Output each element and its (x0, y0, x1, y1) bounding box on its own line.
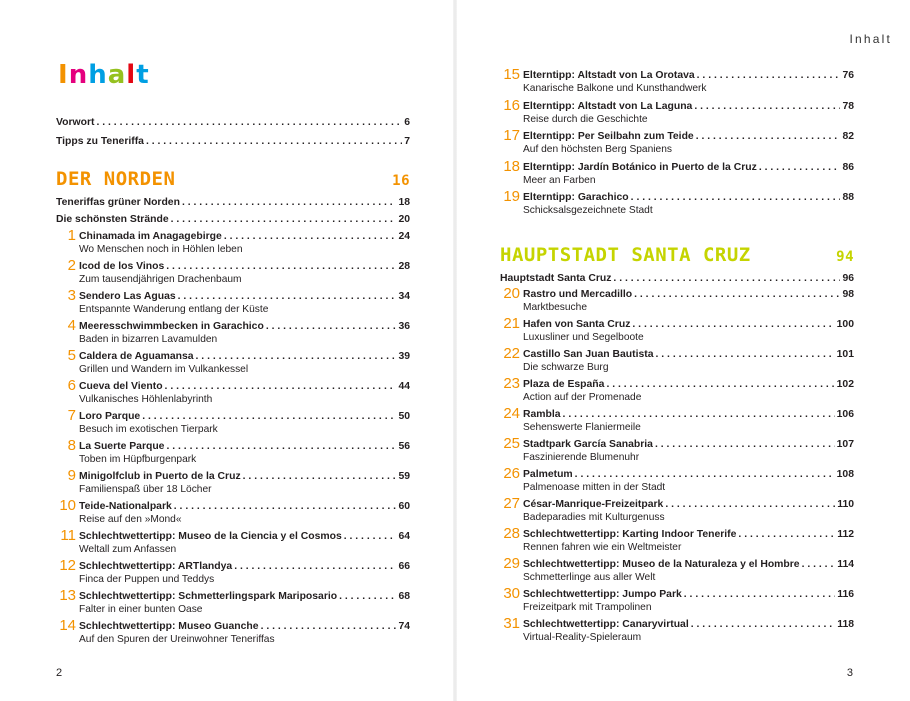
chapter-number: 30 (503, 585, 520, 602)
entry-line (79, 590, 410, 603)
entry-subtitle: Faszinierende Blumenuhr (523, 452, 640, 463)
entry-subtitle: Familienspaß über 18 Löcher (79, 484, 212, 495)
leader-dots (563, 408, 835, 421)
page-title (58, 60, 150, 90)
entry-page: 98 (842, 289, 854, 300)
entry-page: 114 (837, 559, 854, 570)
entry-page: 60 (398, 501, 410, 512)
entry-subtitle: Baden in bizarren Lavamulden (79, 334, 218, 345)
leader-dots (684, 588, 835, 601)
entry-body (523, 318, 854, 344)
entry-title: Caldera de Aguamansa (79, 351, 194, 362)
entry-page: 102 (836, 379, 854, 390)
entry-line (79, 230, 410, 243)
entry-page: 76 (842, 70, 854, 81)
entry-title: Plaza de España (523, 379, 605, 390)
entry-line (523, 69, 854, 82)
entry-subtitle: Freizeitpark mit Trampolinen (523, 602, 652, 613)
entry-body (523, 408, 854, 434)
toc-entry (56, 497, 410, 526)
toc-entry (56, 437, 410, 466)
toc-entry (56, 467, 410, 496)
entry-body (79, 590, 410, 616)
entry-line (79, 290, 410, 303)
entry-subtitle: Grillen und Wandern im Vulkankessel (79, 364, 249, 375)
chapter-number: 15 (503, 66, 520, 83)
chapter-number: 21 (503, 315, 520, 332)
entry-title: Sendero Las Aguas (79, 291, 176, 302)
leader-dots (243, 470, 397, 483)
entry-body (523, 288, 854, 314)
toc-entry (56, 617, 410, 646)
entry-page: 106 (836, 409, 854, 420)
leader-dots (344, 530, 397, 543)
toc-entry (56, 587, 410, 616)
entry-page: 36 (398, 321, 410, 332)
entry-subtitle: Marktbesuche (523, 302, 587, 313)
entry-line (79, 260, 410, 273)
entry-body (56, 135, 410, 148)
entry-line (523, 130, 854, 143)
chapter-number: 29 (503, 555, 520, 572)
toc-entry (500, 615, 854, 644)
leader-dots (665, 498, 835, 511)
entry-line (56, 213, 410, 226)
entry-title: Hafen von Santa Cruz (523, 319, 631, 330)
chapter-number: 31 (503, 615, 520, 632)
entry-body (79, 350, 410, 376)
entry-title: Teneriffas grüner Norden (56, 197, 180, 208)
leader-dots (266, 320, 397, 333)
entry-subtitle: Toben im Hüpfburgenpark (79, 454, 197, 465)
chapter-number: 4 (67, 317, 76, 334)
entry-title: Schlechtwettertipp: Jumpo Park (523, 589, 682, 600)
leader-dots (261, 620, 397, 633)
entry-subtitle: Meer an Farben (523, 174, 596, 186)
chapter-number: 8 (67, 437, 76, 454)
entry-body (523, 558, 854, 584)
entry-subtitle: Rennen fahren wie ein Weltmeister (523, 542, 682, 553)
entry-body (523, 528, 854, 554)
entry-line (523, 618, 854, 631)
entry-line (56, 196, 410, 209)
entry-page: 112 (837, 529, 854, 540)
entry-line (79, 620, 410, 633)
entry-body (523, 348, 854, 374)
leader-dots (182, 196, 397, 209)
toc-entry (500, 285, 854, 314)
toc-entry (500, 96, 854, 126)
toc-entry-plain (56, 116, 410, 129)
entry-title: Icod de los Vinos (79, 261, 165, 272)
entry-title: Hauptstadt Santa Cruz (500, 273, 612, 284)
entry-body (523, 378, 854, 404)
page-number-left: 2 (56, 667, 63, 679)
toc-entry (500, 127, 854, 156)
entry-subtitle: Palmenoase mitten in der Stadt (523, 482, 666, 493)
entry-body (56, 116, 410, 129)
entry-line (523, 588, 854, 601)
leader-dots (165, 380, 397, 393)
entry-subtitle: Besuch im exotischen Tierpark (79, 424, 218, 435)
entry-subtitle: Auf den Spuren der Ureinwohner Teneriffas (79, 634, 275, 645)
entry-line (500, 272, 854, 285)
entry-page: 100 (836, 319, 854, 330)
entry-line (523, 318, 854, 331)
entry-subtitle: Kanarische Balkone und Kunsthandwerk (523, 83, 707, 94)
toc-entry (500, 66, 854, 95)
entry-page: 64 (398, 531, 410, 542)
entry-subtitle: Reise durch die Geschichte (523, 113, 648, 125)
entry-body (79, 320, 410, 346)
entry-body (523, 438, 854, 464)
leader-dots (697, 69, 841, 82)
title-letter: t (136, 60, 150, 90)
entry-page: 68 (398, 591, 410, 602)
leader-dots (146, 135, 402, 148)
title-letter: h (88, 60, 108, 90)
toc-entry (500, 495, 854, 524)
chapter-number: 6 (67, 377, 76, 394)
toc-entry (500, 465, 854, 494)
chapter-number: 24 (503, 405, 520, 422)
entry-page: 34 (398, 291, 410, 302)
entry-body (79, 230, 410, 256)
chapter-number: 16 (503, 96, 520, 114)
entry-title: Teide-Nationalpark (79, 501, 172, 512)
toc-entry-plain (56, 213, 410, 226)
entry-subtitle: Schmetterlinge aus aller Welt (523, 572, 656, 583)
page-number-right: 3 (846, 667, 853, 679)
entry-body (523, 100, 854, 126)
toc-entry (500, 375, 854, 404)
entry-subtitle: Luxusliner und Segelboote (523, 332, 644, 343)
entry-page: 88 (842, 192, 854, 203)
entry-title: Vorwort (56, 117, 95, 128)
entry-page: 6 (404, 117, 410, 128)
entry-body (56, 196, 410, 209)
toc-entry-plain (56, 196, 410, 209)
entry-line (523, 100, 854, 113)
entry-body (79, 440, 410, 466)
entry-title: Minigolfclub in Puerto de la Cruz (79, 471, 241, 482)
entry-page: 108 (836, 469, 854, 480)
entry-subtitle: Auf den höchsten Berg Spaniens (523, 144, 672, 155)
entry-page: 78 (842, 100, 854, 112)
leader-dots (96, 116, 402, 129)
leader-dots (656, 348, 835, 361)
entry-title: César-Manrique-Freizeitpark (523, 499, 664, 510)
entry-page: 107 (836, 439, 854, 450)
chapter-number: 25 (503, 435, 520, 452)
leader-dots (691, 618, 836, 631)
entry-title: Schlechtwettertipp: Museo de la Naturaleza y el Hombre (523, 559, 800, 570)
leader-dots (759, 161, 841, 174)
leader-dots (166, 440, 396, 453)
entry-page: 28 (398, 261, 410, 272)
title-letter: a (107, 60, 127, 90)
entry-subtitle: Vulkanisches Höhlenlabyrinth (79, 394, 213, 405)
entry-page: 20 (398, 214, 410, 225)
leader-dots (178, 290, 397, 303)
title-letter: l (126, 60, 137, 90)
entry-title: Schlechtwettertipp: Museo Guanche (79, 621, 259, 632)
entry-title: Elterntipp: Jardín Botánico in Puerto de la Cruz (523, 161, 757, 173)
entry-page: 24 (398, 231, 410, 242)
entry-line (56, 116, 410, 129)
entry-body (79, 410, 410, 436)
leader-dots (575, 468, 835, 481)
entry-body (523, 161, 854, 187)
entry-body (79, 260, 410, 286)
entry-line (523, 558, 854, 571)
entry-body (523, 468, 854, 494)
chapter-number: 13 (59, 587, 76, 604)
chapter-number: 19 (503, 188, 520, 205)
entry-title: Chinamada im Anagagebirge (79, 231, 222, 242)
chapter-number: 2 (67, 257, 76, 274)
leader-dots (694, 100, 840, 113)
chapter-number: 10 (59, 497, 76, 514)
entry-page: 86 (842, 161, 854, 173)
toc-entry (500, 525, 854, 554)
section-title: HAUPTSTADT SANTA CRUZ (500, 244, 751, 266)
leader-dots (234, 560, 396, 573)
chapter-number: 11 (60, 527, 76, 544)
chapter-number: 22 (503, 345, 520, 362)
entry-line (79, 470, 410, 483)
entry-body (79, 380, 410, 406)
section-page: 16 (392, 173, 410, 189)
chapter-number: 14 (59, 617, 76, 634)
entry-body (523, 191, 854, 217)
entry-line (523, 191, 854, 204)
entry-title: Castillo San Juan Bautista (523, 349, 654, 360)
chapter-number: 9 (67, 467, 76, 484)
chapter-number: 28 (503, 525, 520, 542)
leader-dots (142, 410, 396, 423)
right-page (455, 0, 910, 701)
entry-page: 18 (398, 197, 410, 208)
leader-dots (738, 528, 835, 541)
entry-subtitle: Wo Menschen noch in Höhlen leben (79, 244, 243, 255)
entry-line (79, 380, 410, 393)
entry-page: 118 (837, 619, 854, 630)
section-heading (56, 168, 410, 190)
entry-line (523, 498, 854, 511)
toc-entry (500, 315, 854, 344)
leader-dots (632, 318, 834, 331)
entry-line (523, 378, 854, 391)
entry-line (79, 350, 410, 363)
entry-title: Tipps zu Teneriffa (56, 136, 144, 147)
entry-title: La Suerte Parque (79, 441, 165, 452)
entry-page: 59 (398, 471, 410, 482)
entry-page: 116 (837, 589, 854, 600)
entry-title: Elterntipp: Per Seilbahn zum Teide (523, 131, 694, 142)
chapter-number: 18 (503, 157, 520, 175)
toc-entry (56, 287, 410, 316)
leader-dots (655, 438, 835, 451)
chapter-number: 26 (503, 465, 520, 482)
toc-entry (56, 227, 410, 256)
toc-entry (500, 157, 854, 187)
toc-entry (500, 405, 854, 434)
toc-entry (500, 345, 854, 374)
leader-dots (696, 130, 841, 143)
leader-dots (613, 272, 840, 285)
entry-line (523, 468, 854, 481)
entry-title: Loro Parque (79, 411, 141, 422)
entry-line (523, 438, 854, 451)
entry-page: 56 (398, 441, 410, 452)
entry-subtitle: Finca der Puppen und Teddys (79, 574, 215, 585)
leader-dots (224, 230, 397, 243)
entry-title: Rastro und Mercadillo (523, 289, 633, 300)
toc-entry (56, 317, 410, 346)
leader-dots (802, 558, 836, 571)
section-heading (500, 244, 854, 266)
toc-entry-plain (500, 272, 854, 285)
entry-line (523, 288, 854, 301)
entry-subtitle: Action auf der Promenade (523, 392, 642, 403)
entry-line (523, 408, 854, 421)
chapter-number: 27 (503, 495, 520, 512)
entry-line (79, 440, 410, 453)
entry-page: 39 (398, 351, 410, 362)
entry-title: Die schönsten Strände (56, 214, 169, 225)
entry-body (523, 69, 854, 95)
entry-page: 7 (404, 136, 410, 147)
entry-line (56, 135, 410, 148)
entry-title: Elterntipp: Altstadt von La Orotava (523, 70, 695, 81)
leader-dots (339, 590, 396, 603)
chapter-number: 3 (67, 287, 76, 304)
entry-subtitle: Entspannte Wanderung entlang der Küste (79, 304, 269, 315)
entry-subtitle: Badeparadies mit Kulturgenuss (523, 512, 665, 523)
leader-dots (634, 288, 840, 301)
entry-body (500, 272, 854, 285)
entry-line (523, 348, 854, 361)
chapter-number: 12 (59, 557, 76, 574)
chapter-number: 20 (503, 285, 520, 302)
leader-dots (174, 500, 397, 513)
chapter-number: 23 (503, 375, 520, 392)
toc-entry (56, 377, 410, 406)
section-title: DER NORDEN (56, 168, 176, 190)
entry-page: 96 (842, 273, 854, 284)
entry-title: Elterntipp: Garachico (523, 192, 629, 203)
entry-page: 82 (842, 131, 854, 142)
toc-entry (56, 257, 410, 286)
section-page: 94 (836, 249, 854, 265)
entry-line (523, 528, 854, 541)
toc-entry (56, 347, 410, 376)
entry-title: Schlechtwettertipp: Schmetterlingspark Mariposario (79, 591, 338, 602)
title-letter: n (68, 60, 89, 90)
entry-title: Schlechtwettertipp: Museo de la Ciencia y el Cosmos (79, 531, 342, 542)
entry-body (79, 620, 410, 646)
entry-subtitle: Reise auf den »Mond« (79, 514, 182, 525)
entry-page: 101 (836, 349, 854, 360)
entry-body (523, 498, 854, 524)
entry-line (79, 500, 410, 513)
toc-entry (500, 585, 854, 614)
entry-title: Rambla (523, 409, 561, 420)
entry-body (56, 213, 410, 226)
entry-title: Meeresschwimmbecken in Garachico (79, 321, 264, 332)
entry-title: Schlechtwettertipp: ARTlandya (79, 561, 233, 572)
entry-title: Cueva del Viento (79, 381, 163, 392)
entry-line (523, 161, 854, 174)
entry-subtitle: Schicksalsgezeichnete Stadt (523, 205, 653, 216)
entry-body (523, 618, 854, 644)
entry-title: Palmetum (523, 469, 573, 480)
toc-entry (500, 555, 854, 584)
toc-entry (56, 557, 410, 586)
entry-body (79, 290, 410, 316)
entry-title: Elterntipp: Altstadt von La Laguna (523, 100, 693, 112)
entry-page: 50 (398, 411, 410, 422)
entry-page: 66 (398, 561, 410, 572)
entry-subtitle: Virtual-Reality-Spieleraum (523, 632, 642, 643)
entry-body (79, 560, 410, 586)
entry-title: Schlechtwettertipp: Karting Indoor Tenerife (523, 529, 737, 540)
chapter-number: 7 (67, 407, 76, 424)
entry-line (79, 560, 410, 573)
entry-subtitle: Zum tausendjährigen Drachenbaum (79, 274, 242, 285)
title-letter: I (58, 60, 69, 90)
toc-entry (56, 407, 410, 436)
leader-dots (631, 191, 841, 204)
entry-body (79, 500, 410, 526)
entry-page: 110 (837, 499, 854, 510)
entry-title: Stadtpark García Sanabria (523, 439, 653, 450)
chapter-number: 17 (503, 127, 520, 144)
entry-body (523, 130, 854, 156)
entry-subtitle: Sehenswerte Flaniermeile (523, 422, 641, 433)
entry-body (79, 530, 410, 556)
toc-entry-plain (56, 135, 410, 148)
toc-entry (500, 435, 854, 464)
entry-body (523, 588, 854, 614)
entry-page: 74 (398, 621, 410, 632)
chapter-number: 1 (67, 227, 76, 244)
entry-line (79, 320, 410, 333)
entry-body (79, 470, 410, 496)
leader-dots (171, 213, 397, 226)
toc-entry (56, 527, 410, 556)
leader-dots (606, 378, 834, 391)
leader-dots (196, 350, 397, 363)
entry-subtitle: Falter in einer bunten Oase (79, 604, 203, 615)
entry-subtitle: Die schwarze Burg (523, 362, 609, 373)
toc-entry (500, 188, 854, 217)
entry-line (79, 530, 410, 543)
entry-page: 44 (398, 381, 410, 392)
leader-dots (166, 260, 396, 273)
chapter-number: 5 (67, 347, 76, 364)
running-head: Inhalt (849, 32, 892, 46)
entry-title: Schlechtwettertipp: Canaryvirtual (523, 619, 689, 630)
entry-subtitle: Weltall zum Anfassen (79, 544, 177, 555)
entry-line (79, 410, 410, 423)
